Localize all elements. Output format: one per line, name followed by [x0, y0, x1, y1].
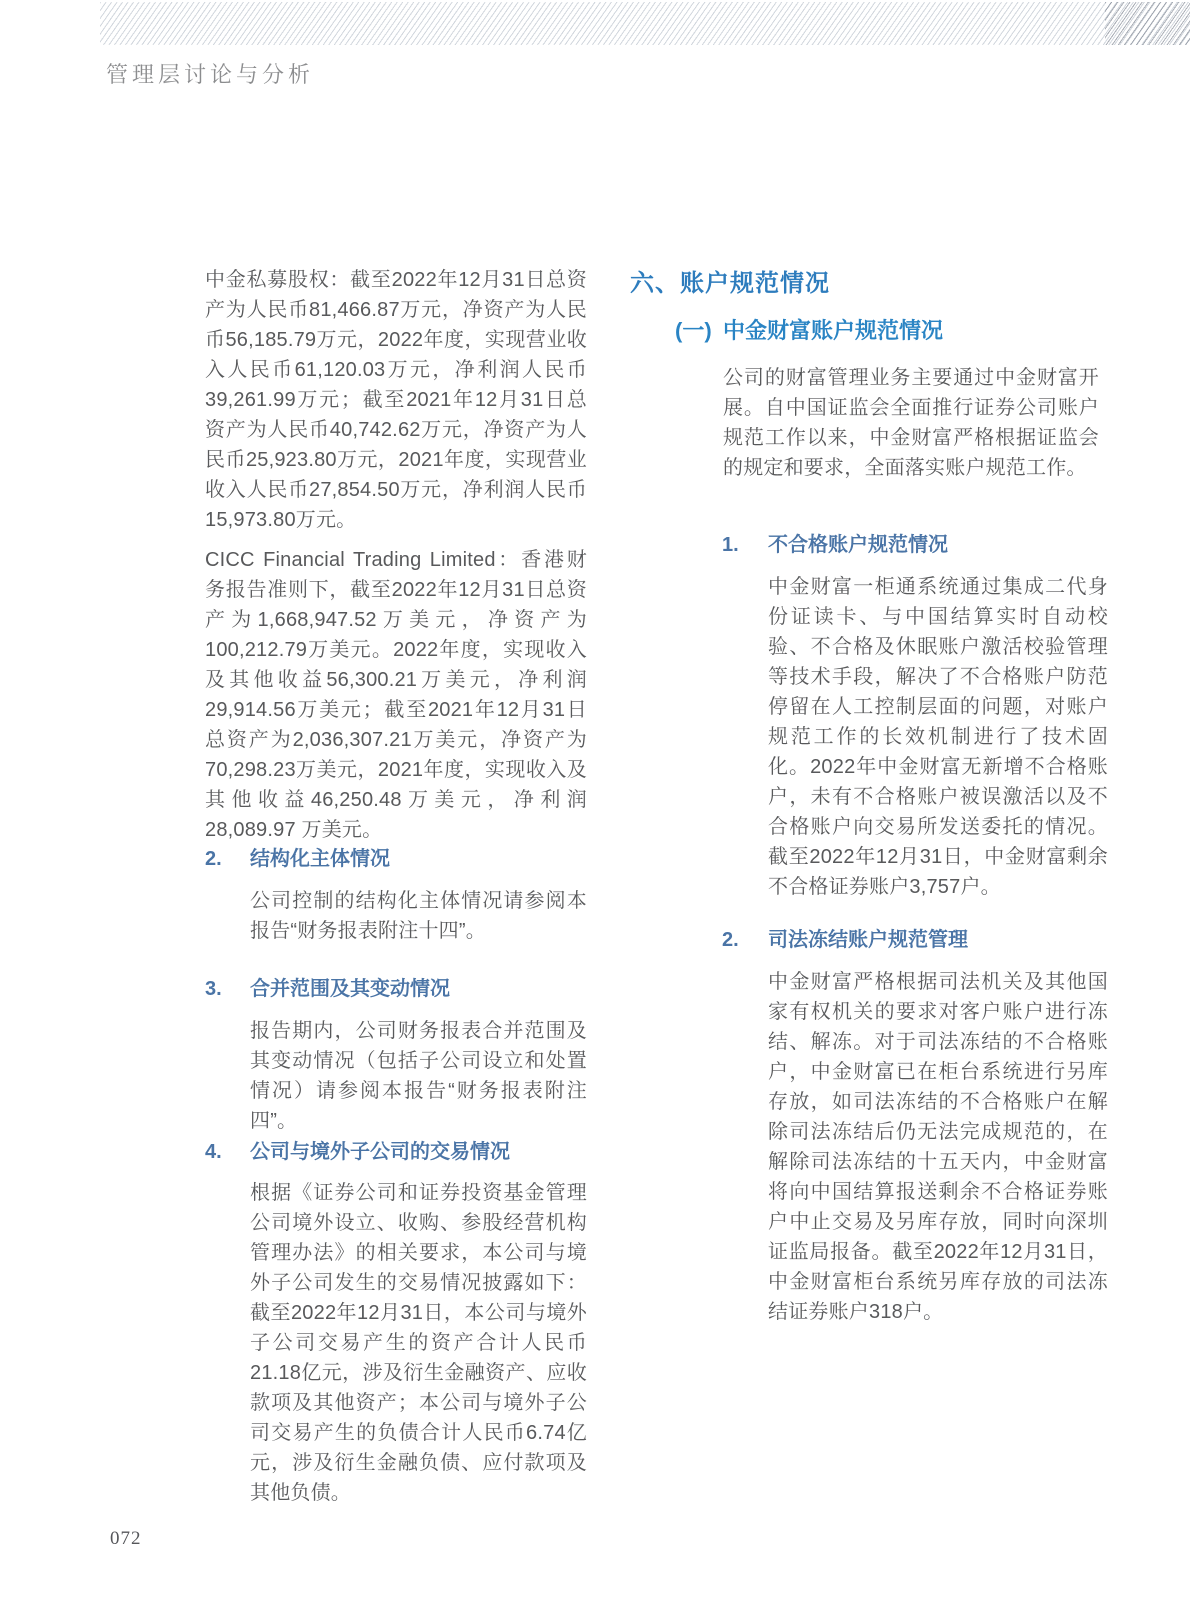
right-section-heading-2 — [722, 926, 968, 954]
right-chapter-heading: 六、账户规范情况 — [630, 270, 830, 297]
left-section-body-3: 报告期内，公司财务报表合并范围及其变动情况（包括子公司设立和处置情况）请参阅本报告“财务报表附注四”。 — [250, 1020, 587, 1132]
right-section-heading-1 — [722, 531, 948, 559]
right-section-number-1: 1. — [722, 534, 739, 556]
page-number: 072 — [110, 1528, 142, 1549]
left-section-heading-2 — [205, 845, 390, 873]
right-subsection-number: (一) — [675, 318, 712, 343]
right-section-body-1: 中金财富一柜通系统通过集成二代身份证读卡、与中国结算实时自动校验、不合格及休眠账户激活校验管理等技术手段，解决了不合格账户防范停留在人工控制层面的问题，对账户规范工作的长效机制进行了技术固化。2022年中金财富无新增不合格账户，未有不合格账户被误激活以及不合格账户向交易所发送委托的情况。截至2022年12月31日，中金财富剩余不合格证券账户3,757户。 — [768, 576, 1108, 898]
right-subsection-title: 中金财富账户规范情况 — [723, 318, 944, 343]
hatch-band-decoration — [100, 2, 1190, 45]
left-section-number-2: 2. — [205, 848, 222, 870]
right-section-title-1: 不合格账户规范情况 — [768, 534, 948, 556]
left-section-heading-4 — [205, 1138, 510, 1166]
running-header: 管理层讨论与分析 — [106, 62, 315, 87]
hatch-band-dark-corner — [1105, 2, 1190, 45]
right-section-body-2: 中金财富严格根据司法机关及其他国家有权机关的要求对客户账户进行冻结、解冻。对于司法冻结的不合格账户，中金财富已在柜台系统进行另库存放，如司法冻结的不合格账户在解除司法冻结后仍无法完成规范的，在解除司法冻结的十五天内，中金财富将向中国结算报送剩余不合格证券账户中止交易及另库存放，同时向深圳证监局报备。截至2022年12月31日，中金财富柜台系统另库存放的司法冻结证券账户318户。 — [768, 971, 1108, 1323]
left-paragraph-cicc-financial-trading: CICC Financial Trading Limited：香港财务报告准则下，截至2022年12月31日总资产为1,668,947.52万美元，净资产为100,212.79万美元。2022年度，实现收入及其他收益56,300.21万美元，净利润29,914.56万美元；截至2021年12月31日总资产为2,036,307.21万美元，净资产为70,298.23万美元，2021年度，实现收入及其他收益46,250.48万美元，净利润28,089.97 万美元。 — [205, 549, 587, 841]
right-intro-paragraph: 公司的财富管理业务主要通过中金财富开展。自中国证监会全面推行证券公司账户规范工作以来，中金财富严格根据证监会的规定和要求，全面落实账户规范工作。 — [723, 367, 1099, 479]
left-paragraph-cicc-private-equity: 中金私募股权：截至2022年12月31日总资产为人民币81,466.87万元，净资产为人民币56,185.79万元，2022年度，实现营业收入人民币61,120.03万元，净利润人民币39,261.99万元；截至2021年12月31日总资产为人民币40,742.62万元，净资产为人民币25,923.80万元，2021年度，实现营业收入人民币27,854.50万元，净利润人民币15,973.80万元。 — [205, 269, 587, 531]
left-section-body-2: 公司控制的结构化主体情况请参阅本报告“财务报表附注十四”。 — [250, 890, 587, 942]
right-section-number-2: 2. — [722, 929, 739, 951]
left-section-number-4: 4. — [205, 1141, 222, 1163]
left-section-title-2: 结构化主体情况 — [250, 848, 390, 870]
left-section-number-3: 3. — [205, 978, 222, 1000]
left-section-title-3: 合并范围及其变动情况 — [250, 978, 450, 1000]
left-section-title-4: 公司与境外子公司的交易情况 — [250, 1141, 510, 1163]
left-section-body-4: 根据《证券公司和证券投资基金管理公司境外设立、收购、参股经营机构管理办法》的相关要求，本公司与境外子公司发生的交易情况披露如下：截至2022年12月31日，本公司与境外子公司交易产生的资产合计人民币21.18亿元，涉及衍生金融资产、应收款项及其他资产；本公司与境外子公司交易产生的负债合计人民币6.74亿元，涉及衍生金融负债、应付款项及其他负债。 — [250, 1182, 587, 1504]
left-section-heading-3 — [205, 975, 450, 1003]
right-subsection-heading — [675, 316, 943, 346]
right-section-title-2: 司法冻结账户规范管理 — [768, 929, 968, 951]
